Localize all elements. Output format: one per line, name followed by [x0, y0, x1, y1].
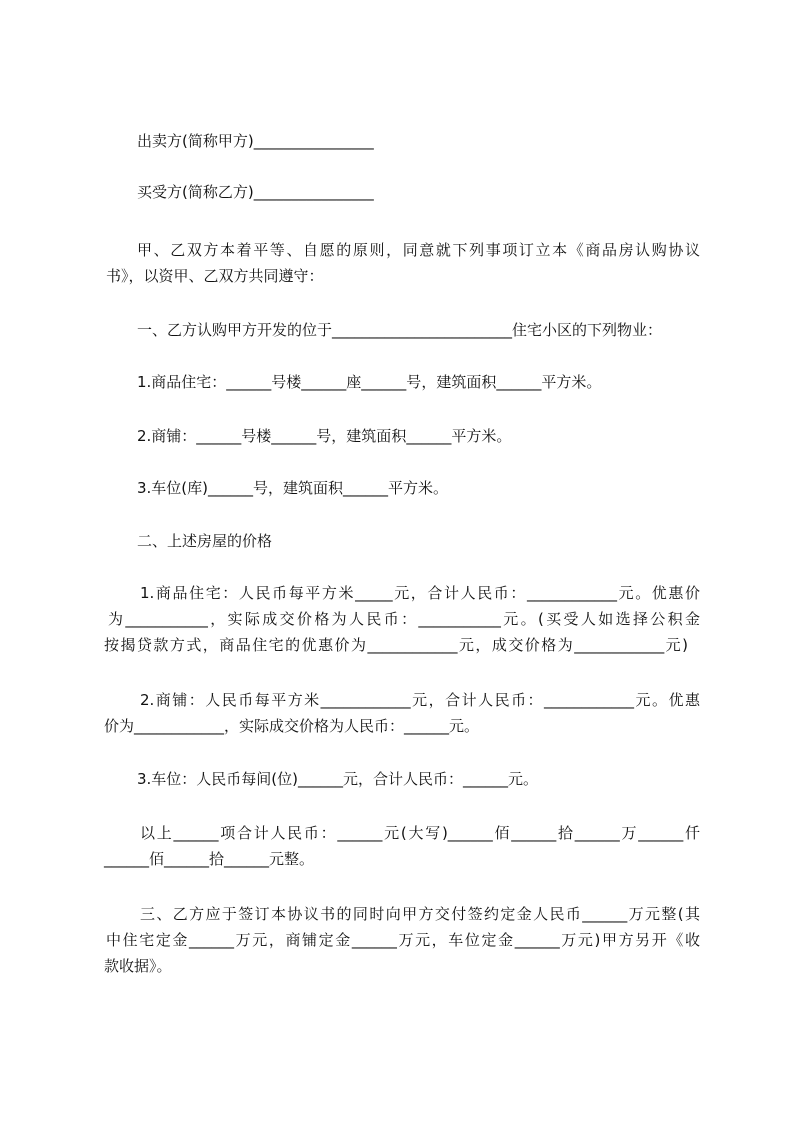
- section3-line-1: 三、乙方应于签订本协议书的同时向甲方交付签约定金人民币______万元整(其: [140, 905, 700, 923]
- price-shop-line-2: 价为____________，实际成交价格为人民币：______元。: [104, 717, 480, 735]
- intro-line-2: 书》，以资甲、乙双方共同遵守：: [106, 267, 324, 285]
- section1-item-shop: 2.商铺：______号楼______号，建筑面积______平方米。: [137, 427, 512, 445]
- section3-line-3: 款收据》。: [104, 957, 172, 975]
- price-parking: 3.车位：人民币每间(位)______元，合计人民币：______元。: [137, 770, 539, 788]
- section1-item-residential: 1.商品住宅：______号楼______座______号，建筑面积______平方米。: [137, 373, 602, 391]
- price-residential-line-1: 1.商品住宅：人民币每平方米_____元，合计人民币：____________元。优惠价: [140, 584, 700, 602]
- section1-title: 一、乙方认购甲方开发的位于________________________住宅小区的下列物业：: [137, 321, 663, 339]
- price-residential-line-2: 为___________，实际成交价格为人民币：___________元。(买受人如选择公积金: [108, 610, 700, 628]
- intro-line-1: 甲、乙双方本着平等、自愿的原则，同意就下列事项订立本《商品房认购协议: [137, 241, 700, 259]
- section1-item-parking: 3.车位(库)______号，建筑面积______平方米。: [137, 479, 449, 497]
- total-line-2: ______佰______拾______元整。: [104, 850, 315, 868]
- price-shop-line-1: 2.商铺：人民币每平方米____________元，合计人民币：____________元。优惠: [140, 691, 700, 709]
- section3-line-2: 中住宅定金______万元，商铺定金______万元，车位定金______万元)甲方另开《收: [106, 931, 700, 949]
- section2-title: 二、上述房屋的价格: [137, 532, 273, 550]
- buyer-line: 买受方(简称乙方)________________: [137, 183, 374, 201]
- total-line-1: 以上______项合计人民币：______元(大写)______佰______拾______万______仟: [140, 824, 700, 842]
- price-residential-line-3: 按揭贷款方式，商品住宅的优惠价为____________元，成交价格为____________元): [104, 636, 688, 654]
- seller-line: 出卖方(简称甲方)________________: [137, 132, 374, 150]
